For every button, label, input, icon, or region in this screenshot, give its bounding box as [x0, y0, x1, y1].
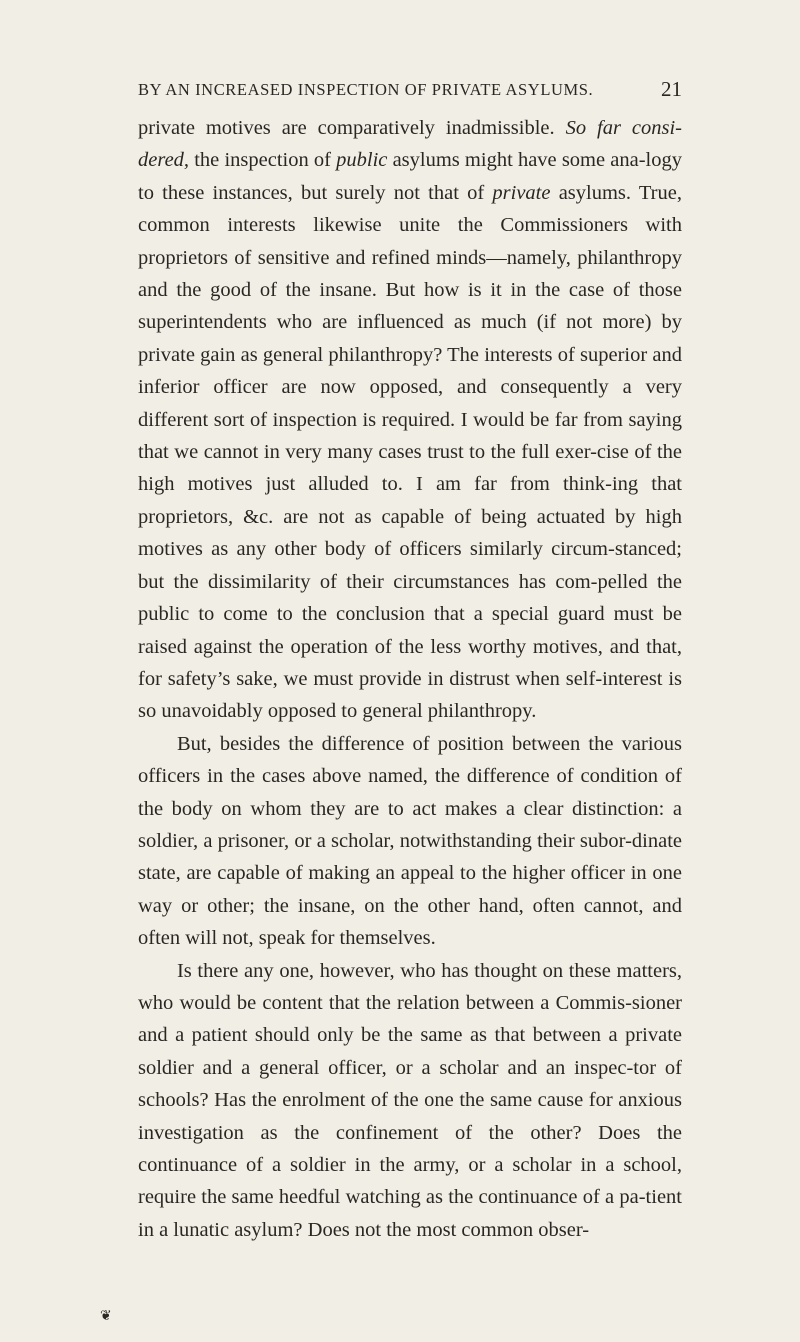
- text-run: asylums might have some ana-logy to these instances, but surely not that of: [138, 149, 682, 204]
- printer-ornament: ❦: [100, 1309, 112, 1324]
- paragraph: [138, 955, 682, 1247]
- running-title: BY AN INCREASED INSPECTION OF PRIVATE ASYLUMS.: [138, 80, 594, 99]
- paragraph: [138, 728, 682, 955]
- text-run: asylums. True, common interests likewise unite the Commissioners with proprietors of sensitive and refined minds—namely, philanthropy and the good of the insane. But how is it in the case of those superintendents who are influenced as much (if not more) by private gain as general philanthropy? The interests of superior and inferior officer are now opposed, and consequently a very different sort of inspection is required. I would be far from saying that we cannot in very many cases trust to the full exer-cise of the high motives just alluded to. I am far from think-ing that proprietors, &c. are not as capable of being actuated by high motives as any other body of officers similarly circum-stanced; but the dissimilarity of their circumstances has com-pelled the public to come to the conclusion that a special guard must be raised against the operation of the less worthy motives, and that, for safety’s sake, we must provide in distrust when self-interest is so unavoidably opposed to general philanthropy.: [138, 181, 682, 723]
- text-run: But, besides the difference of position between the various officers in the cases above named, the difference of condition of the body on whom they are to act makes a clear distinction: a soldier, a prisoner, or a scholar, notwithstanding their subor-dinate state, are capable of making an appeal to the higher officer in one way or other; the insane, on the other hand, often cannot, and often will not, speak for themselves.: [138, 732, 682, 950]
- page-number: 21: [661, 77, 682, 101]
- running-head: [138, 77, 682, 106]
- paragraph: [138, 112, 682, 728]
- text-run: the inspection of: [189, 149, 337, 172]
- body-text: [138, 112, 682, 1246]
- text-run: Is there any one, however, who has thought on these matters, who would be content that the relation between a Commis-sioner and a patient should only be the same as that between a private soldier and a general officer, or a scholar and an inspec-tor of schools? Has the enrolment of the one the same cause for anxious investigation as the confinement of the other? Does the continuance of a soldier in the army, or a scholar in a school, require the same heedful watching as the continuance of a pa-tient in a lunatic asylum? Does not the most common obser-: [138, 959, 682, 1241]
- italic-run: private: [492, 181, 551, 204]
- italic-run: So far consi-dered,: [138, 117, 682, 172]
- text-run: private motives are comparatively inadmissible.: [138, 117, 566, 139]
- italic-run: public: [336, 149, 388, 172]
